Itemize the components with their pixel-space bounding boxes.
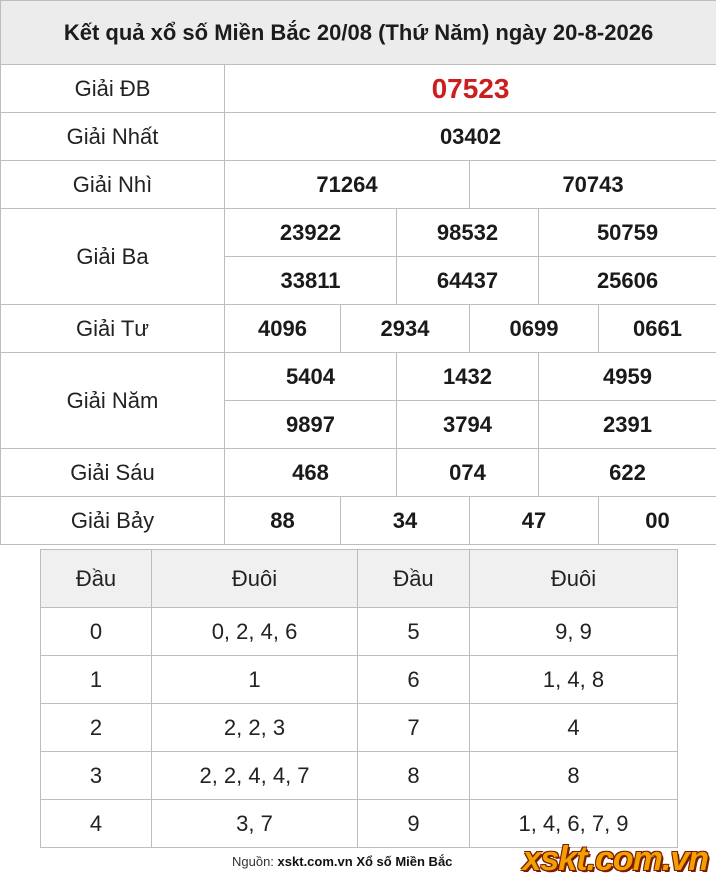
prize-label: Giải Sáu xyxy=(1,449,225,497)
table-row xyxy=(41,704,678,752)
table-row xyxy=(41,656,678,704)
prize-label: Giải Nhất xyxy=(1,113,225,161)
prize-row-sau xyxy=(1,449,716,497)
prize-number: 2391 xyxy=(539,401,716,449)
prize-label: Giải Năm xyxy=(1,353,225,449)
column-header-dau: Đầu xyxy=(358,550,470,608)
prize-row-tu xyxy=(1,305,716,353)
prize-number: 622 xyxy=(539,449,716,497)
prize-number: 0661 xyxy=(599,305,716,353)
prize-number: 5404 xyxy=(225,353,397,401)
prize-number: 33811 xyxy=(225,257,397,305)
prize-number: 71264 xyxy=(225,161,470,209)
prize-number: 47 xyxy=(470,497,599,545)
prize-label: Giải Nhì xyxy=(1,161,225,209)
prize-number: 00 xyxy=(599,497,716,545)
table-row xyxy=(41,608,678,656)
duoi-cell: 2, 2, 3 xyxy=(152,704,358,752)
prize-number: 64437 xyxy=(397,257,539,305)
column-header-duoi: Đuôi xyxy=(152,550,358,608)
prize-row-nhi xyxy=(1,161,716,209)
duoi-cell: 0, 2, 4, 6 xyxy=(152,608,358,656)
prize-label: Giải ĐB xyxy=(1,65,225,113)
loto-head-tail-table xyxy=(40,549,678,848)
dau-cell: 0 xyxy=(41,608,152,656)
prize-number: 34 xyxy=(341,497,470,545)
source-site-link[interactable]: xskt.com.vn xyxy=(277,854,353,869)
prize-number: 4959 xyxy=(539,353,716,401)
duoi-cell: 1 xyxy=(152,656,358,704)
prize-row-bay xyxy=(1,497,716,545)
duoi-cell: 9, 9 xyxy=(470,608,678,656)
source-suffix: Xổ số Miền Bắc xyxy=(356,854,453,869)
prize-number: 4096 xyxy=(225,305,341,353)
prize-label: Giải Tư xyxy=(1,305,225,353)
prize-number: 88 xyxy=(225,497,341,545)
duoi-cell: 2, 2, 4, 4, 7 xyxy=(152,752,358,800)
duoi-cell: 1, 4, 8 xyxy=(470,656,678,704)
dau-cell: 5 xyxy=(358,608,470,656)
prize-number: 50759 xyxy=(539,209,716,257)
prize-row-nhat xyxy=(1,113,716,161)
dau-cell: 6 xyxy=(358,656,470,704)
source-prefix: Nguồn: xyxy=(232,854,274,869)
prize-number: 468 xyxy=(225,449,397,497)
prize-number: 9897 xyxy=(225,401,397,449)
dau-cell: 9 xyxy=(358,800,470,848)
prize-label: Giải Bảy xyxy=(1,497,225,545)
prize-number: 0699 xyxy=(470,305,599,353)
prize-number: 074 xyxy=(397,449,539,497)
duoi-cell: 4 xyxy=(470,704,678,752)
brand-logo: xskt.com.vn xyxy=(522,840,708,878)
duoi-cell: 3, 7 xyxy=(152,800,358,848)
duoi-cell: 8 xyxy=(470,752,678,800)
prize-row-db xyxy=(1,65,716,113)
prize-row-ba xyxy=(1,209,716,257)
dau-cell: 4 xyxy=(41,800,152,848)
prize-row-nam xyxy=(1,353,716,401)
table-row xyxy=(41,752,678,800)
special-prize-number: 07523 xyxy=(225,65,716,113)
duoi-cell: 1, 4, 6, 7, 9 xyxy=(470,800,678,848)
dau-cell: 7 xyxy=(358,704,470,752)
prize-number: 70743 xyxy=(470,161,716,209)
dau-cell: 1 xyxy=(41,656,152,704)
prize-label: Giải Ba xyxy=(1,209,225,305)
loto-header-row xyxy=(41,550,678,608)
prize-number: 98532 xyxy=(397,209,539,257)
prize-number: 2934 xyxy=(341,305,470,353)
column-header-dau: Đầu xyxy=(41,550,152,608)
column-header-duoi: Đuôi xyxy=(470,550,678,608)
prize-number: 25606 xyxy=(539,257,716,305)
dau-cell: 3 xyxy=(41,752,152,800)
prize-number: 1432 xyxy=(397,353,539,401)
dau-cell: 8 xyxy=(358,752,470,800)
footer xyxy=(0,840,716,878)
prize-number: 23922 xyxy=(225,209,397,257)
prize-number: 3794 xyxy=(397,401,539,449)
dau-cell: 2 xyxy=(41,704,152,752)
source-credit xyxy=(232,854,452,869)
page-title: Kết quả xổ số Miền Bắc 20/08 (Thứ Năm) ngày 20-8-2026 xyxy=(1,1,716,65)
prize-number: 03402 xyxy=(225,113,716,161)
